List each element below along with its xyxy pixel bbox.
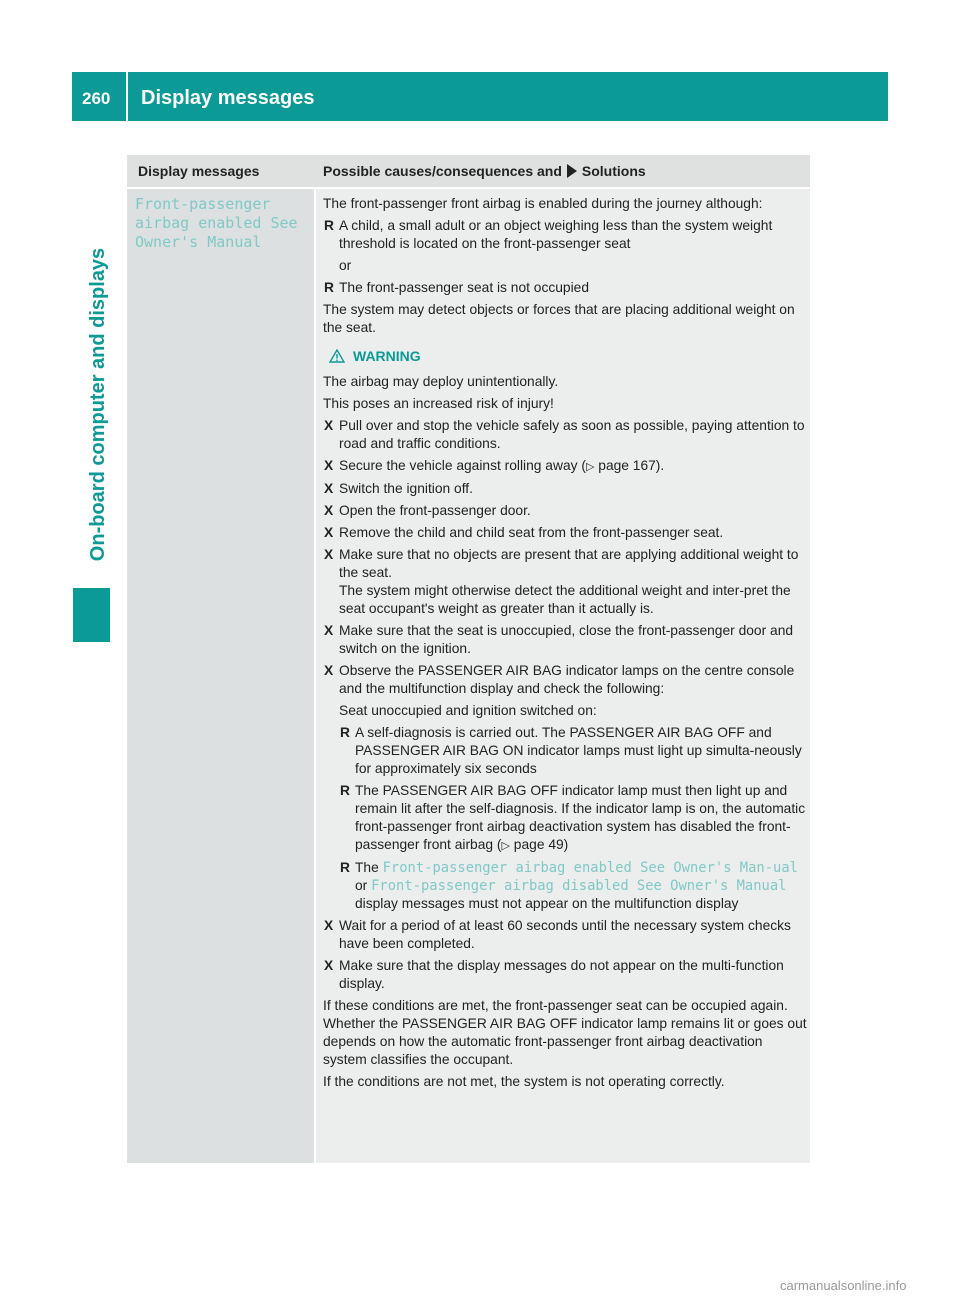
bullet-r-icon: R xyxy=(324,280,334,295)
arrow-right-icon xyxy=(567,164,577,178)
step-text: Make sure that no objects are present that are applying additional weight to the seat. xyxy=(339,547,799,580)
step-x-icon: X xyxy=(324,481,334,496)
side-tab-marker xyxy=(73,588,110,642)
page-ref-link[interactable]: page 167). xyxy=(598,458,665,473)
step-item xyxy=(323,546,807,618)
step-item xyxy=(323,622,807,658)
check-item xyxy=(339,859,807,913)
watermark: carmanualsonline.info xyxy=(780,1278,907,1293)
step-x-icon: X xyxy=(324,503,334,518)
or-text: or xyxy=(339,258,352,273)
check-list xyxy=(323,724,807,913)
step-item xyxy=(323,662,807,698)
step-text: Remove the child and child seat from the front-passenger seat. xyxy=(339,525,724,540)
warning-text: This poses an increased risk of injury! xyxy=(323,396,554,411)
step-item xyxy=(323,480,807,498)
col-header-messages: Display messages xyxy=(138,163,260,179)
outro-text: If the conditions are not met, the system is not operating correctly. xyxy=(323,1074,725,1089)
step-x-icon: X xyxy=(324,418,334,433)
step-text: Make sure that the seat is unoccupied, close the front-passenger door and switch on the ignition. xyxy=(339,623,794,656)
col-header-causes-text: Possible causes/consequences and xyxy=(323,163,562,179)
step-item xyxy=(323,502,807,520)
step-text: Pull over and stop the vehicle safely as soon as possible, paying attention to road and traffic conditions. xyxy=(339,418,805,451)
display-message: Front-passenger airbag enabled See Owner's Manual xyxy=(135,195,298,251)
bullet-r-icon: R xyxy=(324,218,334,233)
step-text: Wait for a period of at least 60 seconds until the necessary system checks have been completed. xyxy=(339,918,791,951)
warning-heading xyxy=(323,347,807,365)
page-ref-icon: ▷ xyxy=(501,840,510,852)
step-x-icon: X xyxy=(324,623,334,638)
step-text: Switch the ignition off. xyxy=(339,481,473,496)
display-message-ref: Front-passenger airbag enabled See Owner's Man-ual xyxy=(382,860,798,876)
display-message-ref: Front-passenger airbag disabled See Owner's Manual xyxy=(371,878,787,894)
header-divider xyxy=(126,72,128,121)
step-x-icon: X xyxy=(324,547,334,562)
cause-text: The front-passenger seat is not occupied xyxy=(339,280,590,295)
warning-label: WARNING xyxy=(353,348,421,364)
check-text: or xyxy=(355,878,368,893)
step-item xyxy=(323,524,807,542)
warning-triangle-icon xyxy=(329,349,345,363)
check-text: display messages must not appear on the multifunction display xyxy=(355,896,739,911)
bullet-r-icon: R xyxy=(340,725,350,740)
step-text: Secure the vehicle against rolling away ( xyxy=(339,458,586,473)
step-text: Observe the PASSENGER AIR BAG indicator lamps on the centre console and the multifunction display and check the following: xyxy=(339,663,795,696)
step-text: Open the front-passenger door. xyxy=(339,503,531,518)
page-title: Display messages xyxy=(141,87,315,109)
bullet-r-icon: R xyxy=(340,783,350,798)
step-item xyxy=(323,417,807,453)
page-ref-link[interactable]: page 49) xyxy=(513,837,569,852)
detect-text: The system may detect objects or forces that are placing additional weight on the seat. xyxy=(323,302,795,335)
side-tab xyxy=(84,224,114,584)
page-ref-icon: ▷ xyxy=(585,461,595,473)
col-header-causes xyxy=(323,163,646,179)
col-header-solutions-text: Solutions xyxy=(581,163,646,179)
step-x-icon: X xyxy=(324,663,334,678)
cause-item xyxy=(323,279,807,297)
warning-text: The airbag may deploy unintentionally. xyxy=(323,374,559,389)
page-header xyxy=(72,72,888,121)
step-x-icon: X xyxy=(324,918,334,933)
step-x-icon: X xyxy=(324,525,334,540)
message-column xyxy=(127,189,314,1163)
page-number: 260 xyxy=(82,89,111,108)
check-text: A self-diagnosis is carried out. The PASSENGER AIR BAG OFF and PASSENGER AIR BAG ON indicator lamps must light up simulta-neously for approximately six seconds xyxy=(355,725,802,776)
solutions-content xyxy=(323,195,807,1095)
step-item xyxy=(323,957,807,993)
step-item xyxy=(323,917,807,953)
condition-text: Seat unoccupied and ignition switched on: xyxy=(339,703,597,718)
check-item xyxy=(339,782,807,855)
step-item xyxy=(323,457,807,476)
intro-text: The front-passenger front airbag is enabled during the journey although: xyxy=(323,196,763,211)
cause-text: A child, a small adult or an object weighing less than the system weight threshold is located on the front-passenger seat xyxy=(339,218,773,251)
solutions-column xyxy=(316,189,810,1163)
check-text: The xyxy=(355,860,379,875)
bullet-r-icon: R xyxy=(340,860,350,875)
check-text: The PASSENGER AIR BAG OFF indicator lamp must then light up and remain lit after the self-diagnosis. If the indicator lamp is on, the automatic front-passenger front airbag deactivation system has disabled the front-passenger front airbag ( xyxy=(355,783,806,852)
step-x-icon: X xyxy=(324,458,334,473)
table-header xyxy=(127,155,810,187)
outro-text: If these conditions are met, the front-passenger seat can be occupied again. Whether the PASSENGER AIR BAG OFF indicator lamp remains lit or goes out depends on how the automatic front-passenger front airbag deactivation system classifies the occupant. xyxy=(323,998,807,1067)
side-tab-label: On-board computer and displays xyxy=(87,247,110,561)
step-x-icon: X xyxy=(324,958,334,973)
check-item xyxy=(339,724,807,778)
cause-item xyxy=(323,217,807,253)
step-text: Make sure that the display messages do not appear on the multi-function display. xyxy=(339,958,784,991)
step-note: The system might otherwise detect the additional weight and inter-pret the seat occupant's weight as greater than it actually is. xyxy=(339,583,791,616)
